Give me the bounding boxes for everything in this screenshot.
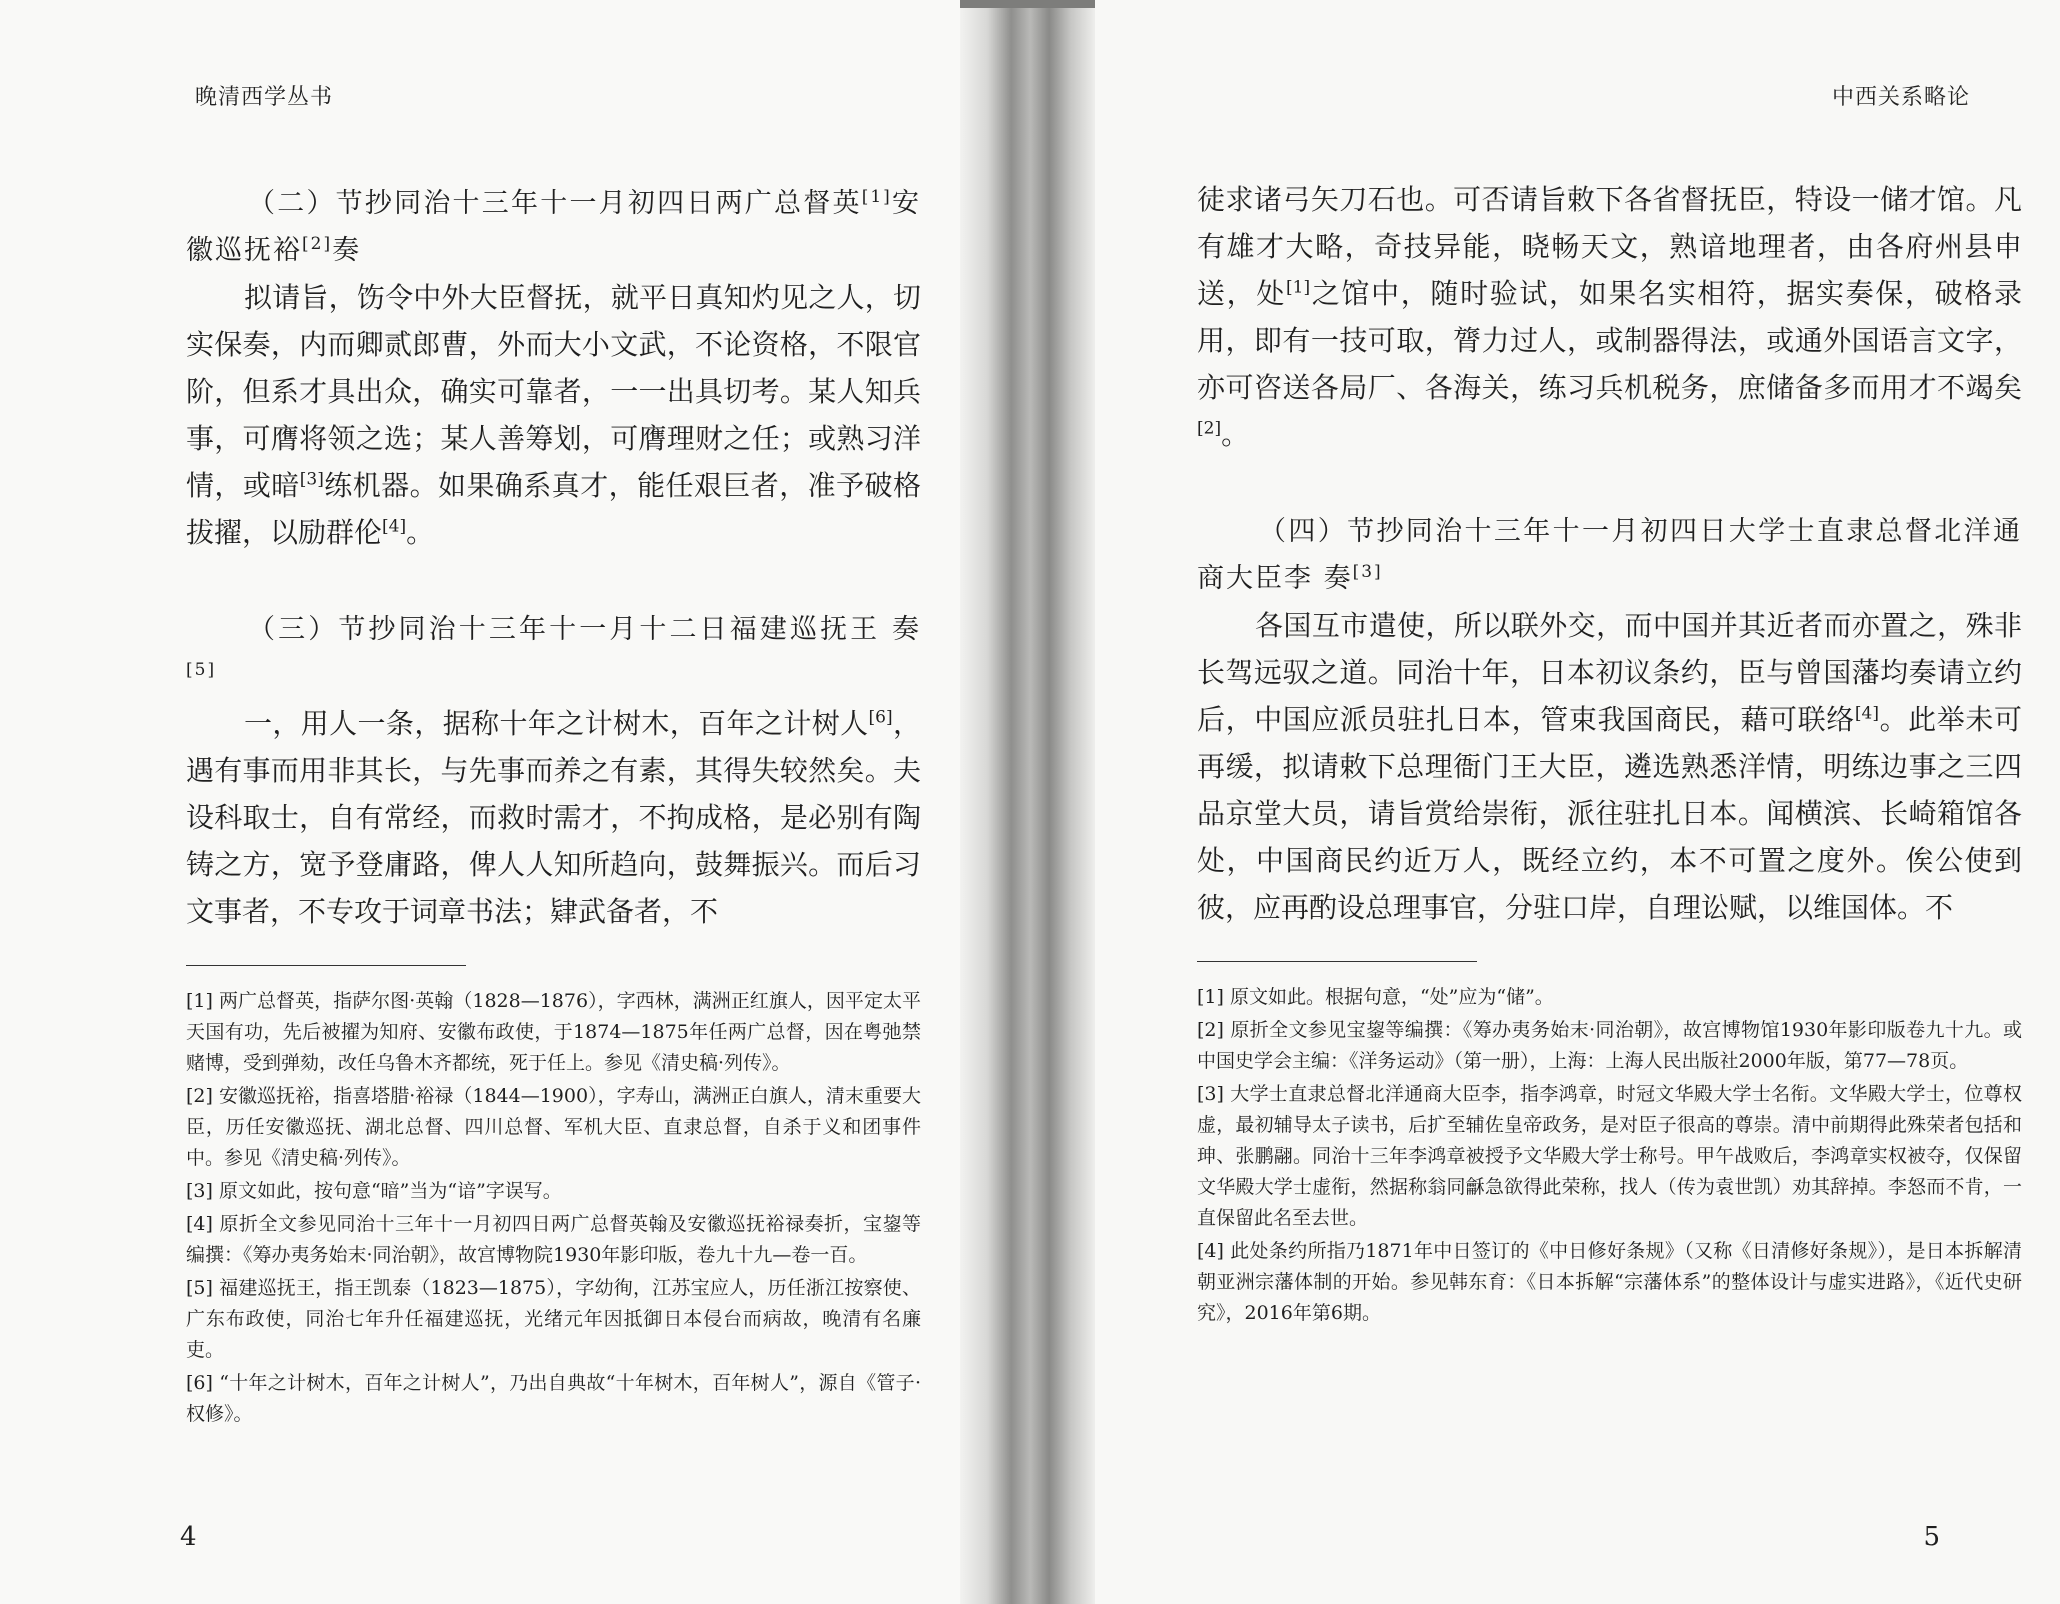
paragraph-text: 。 (1221, 418, 1250, 451)
footnotes (1197, 982, 2022, 1329)
footnote-ref[interactable]: [2] (302, 234, 333, 254)
running-head-series: 晚清西学丛书 (195, 85, 334, 110)
paragraph-text: ，遇有事而用非其长，与先事而养之有素，其得失较然矣。夫设科取士，自有常经，而救时需才，不拘成格，是必别有陶铸之方，宽予登庸路，俾人人知所趋向，鼓舞振兴。而后习文事者，不专攻于词章书法；肄武备者，不 (186, 707, 921, 928)
paragraph-text: 徒求诸弓矢刀石也。可否请旨敕下各省督抚臣，特设一储才馆。凡有雄才大略，奇技异能，晓畅天文，熟谙地理者，由各府州县申送，处 (1197, 183, 2022, 310)
paragraph (186, 700, 921, 935)
paragraph (1197, 176, 2022, 458)
footnote-rule (186, 965, 466, 966)
footnote: [2] 安徽巡抚裕，指喜塔腊·裕禄（1844—1900），字寿山，满洲正白旗人，清末重要大臣，历任安徽巡抚、湖北总督、四川总督、军机大臣、直隶总督，自杀于义和团事件中。参见《清史稿·列传》。 (186, 1085, 921, 1169)
paragraph-text: 。 (406, 516, 435, 549)
footnote-ref[interactable]: [1] (861, 187, 892, 207)
paragraph-text: 。此举未可再缓，拟请敕下总理衙门王大臣，遴选熟悉洋情，明练边事之三四品京堂大员，请旨赏给崇衔，派往驻扎日本。闻横滨、长崎箱馆各处，中国商民约近万人，既经立约，本不可置之度外。俟公使到彼，应再酌设总理事官，分驻口岸，自理讼赋，以维国体。不 (1197, 703, 2022, 924)
footnote-ref[interactable]: [3] (299, 469, 324, 490)
footnote-rule (1197, 961, 1477, 962)
footnote: [5] 福建巡抚王，指王凯泰（1823—1875），字幼徇，江苏宝应人，历任浙江按察使、广东布政使，同治七年升任福建巡抚，光绪元年因抵御日本侵台而病故，晚清有名廉吏。 (186, 1277, 921, 1361)
paragraph-text: 一，用人一条，据称十年之计树木，百年之计树人 (244, 707, 869, 740)
left-main-text (186, 180, 921, 1432)
footnote: [1] 原文如此。根据句意，“处”应为“储”。 (1197, 986, 1554, 1008)
heading-text: 安徽巡抚裕 (186, 188, 922, 266)
footnote: [4] 原折全文参见同治十三年十一月初四日两广总督英翰及安徽巡抚裕禄奏折，宝鋆等编撰：《筹办夷务始末·同治朝》，故宫博物院1930年影印版，卷九十九—卷一百。 (186, 1213, 921, 1266)
footnotes (186, 986, 921, 1430)
heading-text: 奏 (332, 235, 362, 266)
footnote: [3] 原文如此，按句意“暗”当为“谙”字误写。 (186, 1180, 562, 1202)
section-heading-2 (186, 180, 921, 274)
footnote: [6] “十年之计树木，百年之计树人”，乃出自典故“十年树木，百年树人”，源自《管子·权修》。 (186, 1372, 921, 1425)
paragraph (186, 274, 921, 556)
section-heading-4 (1197, 508, 2022, 602)
page-number: 5 (1923, 1522, 1940, 1552)
footnote: [4] 此处条约所指乃1871年中日签订的《中日修好条规》（又称《日清修好条规》），是日本拆解清朝亚洲宗藩体制的开始。参见韩东育：《日本拆解“宗藩体系”的整体设计与虚实进路》，《近代史研究》，2016年第6期。 (1197, 1240, 2022, 1324)
left-page (0, 0, 960, 1604)
footnote-ref[interactable]: [5] (186, 660, 217, 680)
footnote-ref[interactable]: [3] (1352, 562, 1383, 582)
right-main-text (1197, 176, 2022, 1331)
footnote: [2] 原折全文参见宝鋆等编撰：《筹办夷务始末·同治朝》，故宫博物馆1930年影印版卷九十九。或中国史学会主编：《洋务运动》（第一册），上海：上海人民出版社2000年版，第77—78页。 (1197, 1019, 2022, 1072)
running-head-title: 中西关系略论 (1831, 85, 1970, 110)
footnote-ref[interactable]: [4] (1854, 703, 1879, 724)
paragraph (1197, 602, 2022, 931)
page-number: 4 (180, 1522, 197, 1552)
footnote: [1] 两广总督英，指萨尔图·英翰（1828—1876），字西林，满洲正红旗人，因平定太平天国有功，先后被擢为知府、安徽布政使，于1874—1875年任两广总督，因在粤弛禁赌博，受到弹劾，改任乌鲁木齐都统，死于任上。参见《清史稿·列传》。 (186, 990, 921, 1074)
heading-text: （四）节抄同治十三年十一月初四日大学士直隶总督北洋通商大臣李 奏 (1197, 516, 2022, 594)
book-gutter (960, 0, 1095, 1604)
footnote-ref[interactable]: [1] (1286, 277, 1311, 298)
paragraph-text: 各国互市遣使，所以联外交，而中国并其近者而亦置之，殊非长驾远驭之道。同治十年，日本初议条约，臣与曾国藩均奏请立约后，中国应派员驻扎日本，管束我国商民，藉可联络 (1197, 609, 2022, 736)
heading-text: （三）节抄同治十三年十一月十二日福建巡抚王 奏 (248, 614, 921, 645)
paragraph-text: 拟请旨，饬令中外大臣督抚，就平日真知灼见之人，切实保奏，内而卿贰郎曹，外而大小文武，不论资格，不限官阶，但系才具出众，确实可靠者，一一出具切考。某人知兵事，可膺将领之选；某人善筹划，可膺理财之任；或熟习洋情，或暗 (186, 281, 921, 502)
footnote: [3] 大学士直隶总督北洋通商大臣李，指李鸿章，时冠文华殿大学士名衔。文华殿大学士，位尊权虚，最初辅导太子读书，后扩至辅佐皇帝政务，是对臣子很高的尊崇。清中前期得此殊荣者包括和珅、张鹏翮。同治十三年李鸿章被授予文华殿大学士称号。甲午战败后，李鸿章实权被夺，仅保留文华殿大学士虚衔，然据称翁同龢急欲得此荣称，找人（传为袁世凯）劝其辞掉。李怒而不肯，一直保留此名至去世。 (1197, 1083, 2022, 1229)
heading-text: （二）节抄同治十三年十一月初四日两广总督英 (248, 188, 862, 219)
footnote-ref[interactable]: [2] (1197, 418, 1222, 439)
footnote-ref[interactable]: [4] (382, 516, 407, 537)
right-page (1095, 0, 2060, 1604)
paragraph-text: 练机器。如果确系真才，能任艰巨者，准予破格拔擢，以励群伦 (186, 469, 921, 549)
section-heading-3 (186, 606, 921, 700)
paragraph-text: 之馆中，随时验试，如果名实相符，据实奏保，破格录用，即有一技可取，膂力过人，或制器得法，或通外国语言文字，亦可咨送各局厂、各海关，练习兵机税务，庶储备多而用才不竭矣 (1197, 277, 2022, 404)
footnote-ref[interactable]: [6] (868, 707, 893, 728)
